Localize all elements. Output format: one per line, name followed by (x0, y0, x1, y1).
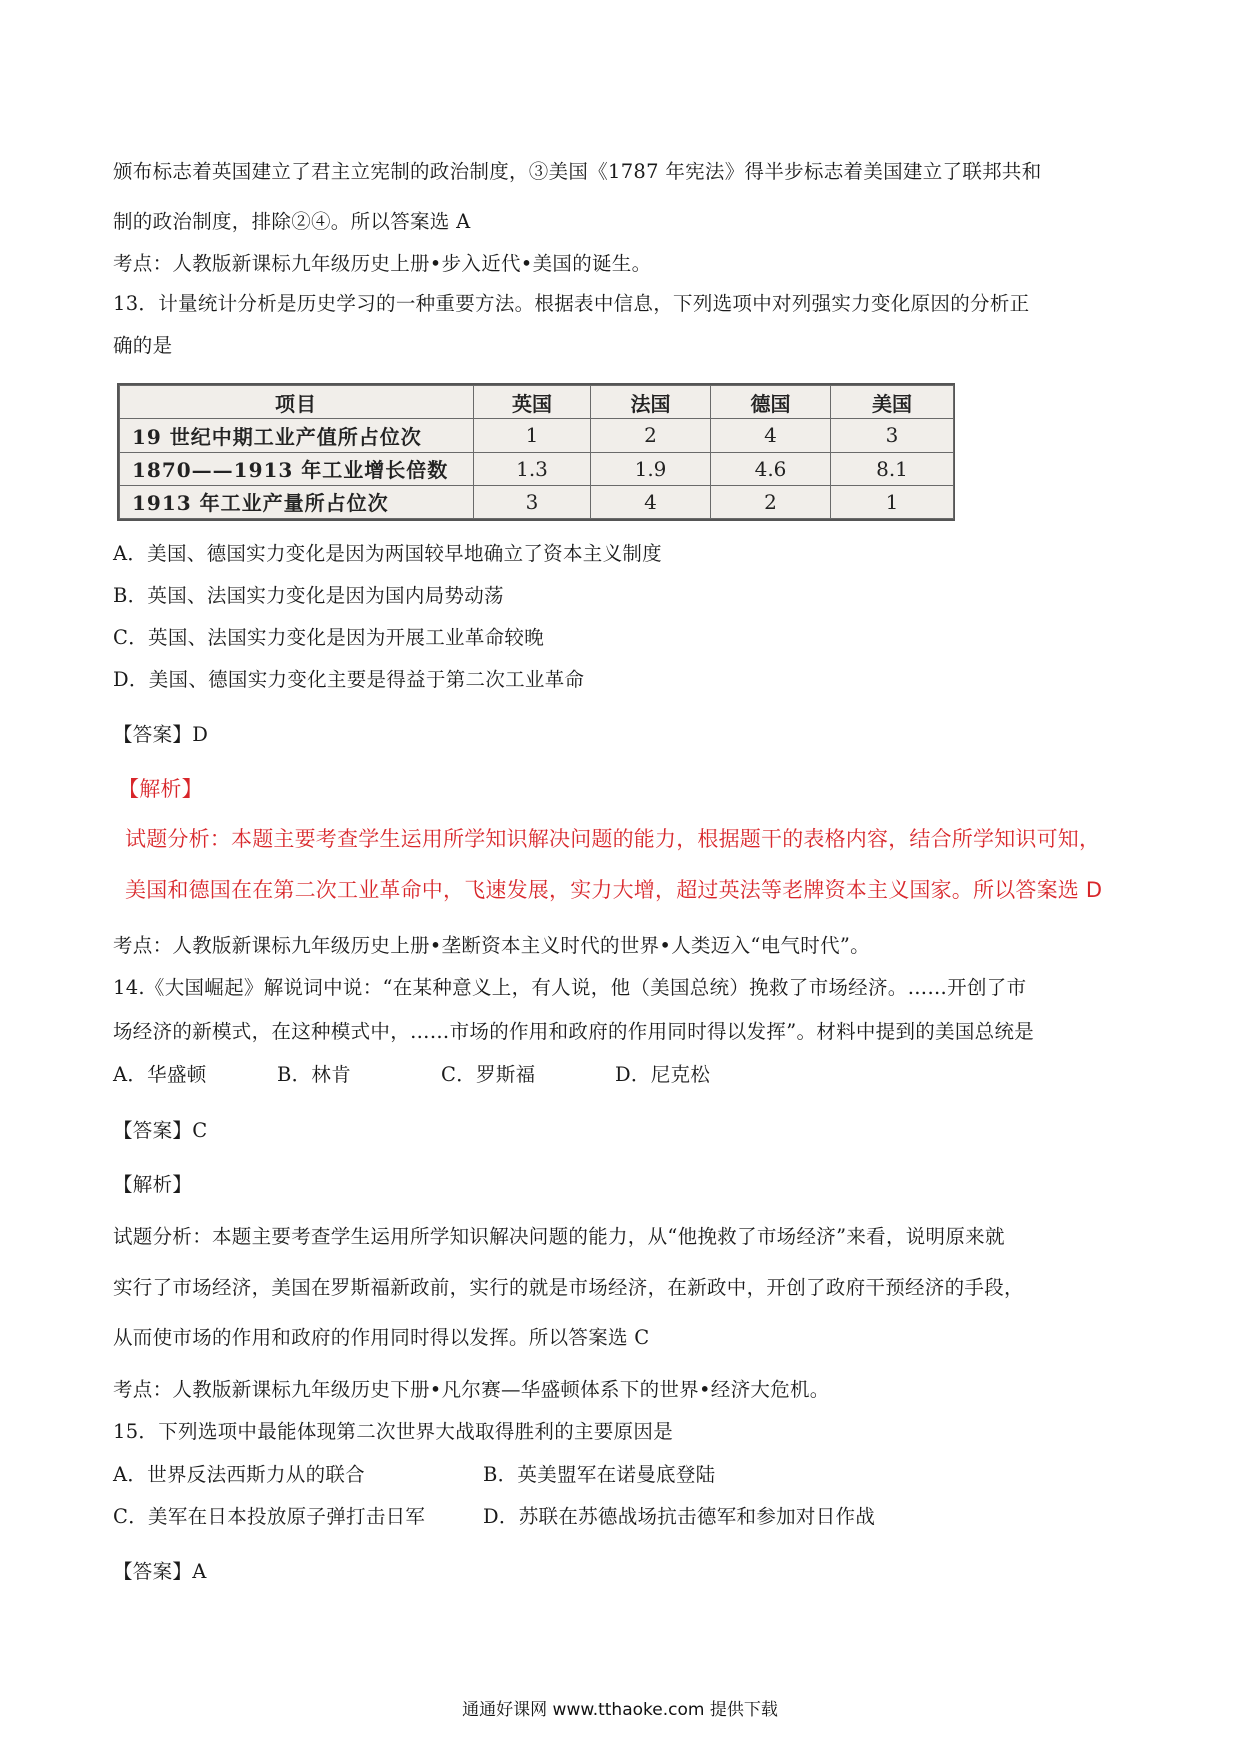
answer-15: 【答案】A (113, 1560, 207, 1583)
table-header-row (120, 386, 954, 419)
analysis-title-13: 【解析】 (118, 777, 203, 801)
option-d: D．苏联在苏德战场抗击德军和参加对日作战 (483, 1505, 876, 1528)
question-15-options-row2 (113, 1503, 875, 1531)
table-cell: 19 世纪中期工业产值所占位次 (120, 419, 474, 452)
question-14-stem: 14.《大国崛起》解说词中说：“在某种意义上，有人说，他（美国总统）挽救了市场经济。……开创了市 (113, 976, 1027, 999)
text-line: 制的政治制度，排除②④。所以答案选 A (113, 210, 471, 233)
data-table (117, 383, 955, 521)
answer-14: 【答案】C (113, 1119, 208, 1142)
table-cell: 3 (474, 485, 591, 518)
question-14-options (113, 1061, 710, 1089)
analysis-title-14: 【解析】 (113, 1173, 193, 1196)
analysis-14-line2: 实行了市场经济，美国在罗斯福新政前，实行的就是市场经济，在新政中，开创了政府干预经济的手段， (113, 1276, 1024, 1299)
table-row (120, 452, 954, 485)
analysis-13-line2: 美国和德国在在第二次工业革命中，飞速发展，实力大增，超过英法等老牌资本主义国家。所以答案选 D (125, 878, 1103, 902)
table-cell: 1 (831, 485, 954, 518)
question-13-stem-cont: 确的是 (113, 334, 173, 357)
question-15-stem: 15．下列选项中最能体现第二次世界大战取得胜利的主要原因是 (113, 1420, 674, 1443)
table-cell: 4 (591, 485, 711, 518)
table-header-cell: 德国 (711, 386, 831, 419)
table-cell: 4.6 (711, 452, 831, 485)
table-header-cell: 美国 (831, 386, 954, 419)
table-cell: 3 (831, 419, 954, 452)
table-cell: 1913 年工业产量所占位次 (120, 485, 474, 518)
table-cell: 4 (711, 419, 831, 452)
option-c: C．美军在日本投放原子弹打击日军 (113, 1505, 426, 1528)
option-a: A．世界反法西斯力从的联合 (113, 1463, 365, 1486)
option-b: B．林肯 (277, 1063, 352, 1086)
option-d: D．美国、德国实力变化主要是得益于第二次工业革命 (113, 668, 585, 691)
point-14: 考点：人教版新课标九年级历史下册•凡尔赛—华盛顿体系下的世界•经济大危机。 (113, 1378, 830, 1401)
table-cell: 1.3 (474, 452, 591, 485)
option-b: B．英国、法国实力变化是因为国内局势动荡 (113, 584, 504, 607)
answer-13: 【答案】D (113, 723, 209, 746)
analysis-14-line3: 从而使市场的作用和政府的作用同时得以发挥。所以答案选 C (113, 1326, 650, 1349)
question-15-options-row1 (113, 1461, 715, 1489)
table-cell: 2 (711, 485, 831, 518)
table-cell: 2 (591, 419, 711, 452)
table-header-cell: 项目 (120, 386, 474, 419)
analysis-14-line1: 试题分析：本题主要考查学生运用所学知识解决问题的能力，从“他挽救了市场经济”来看，说明原来就 (113, 1225, 1005, 1248)
table-row (120, 419, 954, 452)
option-c: C．英国、法国实力变化是因为开展工业革命较晚 (113, 626, 545, 649)
table-cell: 1870——1913 年工业增长倍数 (120, 452, 474, 485)
text-line: 颁布标志着英国建立了君主立宪制的政治制度，③美国《1787 年宪法》得半步标志着美国建立了联邦共和 (113, 160, 1042, 183)
table-cell: 1.9 (591, 452, 711, 485)
analysis-13-line1: 试题分析：本题主要考查学生运用所学知识解决问题的能力，根据题干的表格内容，结合所学知识可知， (125, 827, 1101, 851)
option-d: D．尼克松 (615, 1063, 711, 1086)
option-c: C．罗斯福 (441, 1063, 536, 1086)
question-13-stem: 13．计量统计分析是历史学习的一种重要方法。根据表中信息，下列选项中对列强实力变化原因的分析正 (113, 292, 1030, 315)
table-row (120, 485, 954, 518)
table-header-cell: 法国 (591, 386, 711, 419)
option-a: A．美国、德国实力变化是因为两国较早地确立了资本主义制度 (113, 542, 662, 565)
question-14-stem-cont: 场经济的新模式，在这种模式中，……市场的作用和政府的作用同时得以发挥”。材料中提到的美国总统是 (113, 1020, 1035, 1043)
table-header-cell: 英国 (474, 386, 591, 419)
point-13: 考点：人教版新课标九年级历史上册•垄断资本主义时代的世界•人类迈入“电气时代”。 (113, 934, 870, 957)
table-cell: 1 (474, 419, 591, 452)
option-b: B．英美盟军在诺曼底登陆 (483, 1463, 716, 1486)
point-line: 考点：人教版新课标九年级历史上册•步入近代•美国的诞生。 (113, 252, 652, 275)
option-a: A．华盛顿 (113, 1063, 207, 1086)
table-cell: 8.1 (831, 452, 954, 485)
footer-text: 通通好课网 www.tthaoke.com 提供下载 (462, 1700, 778, 1720)
